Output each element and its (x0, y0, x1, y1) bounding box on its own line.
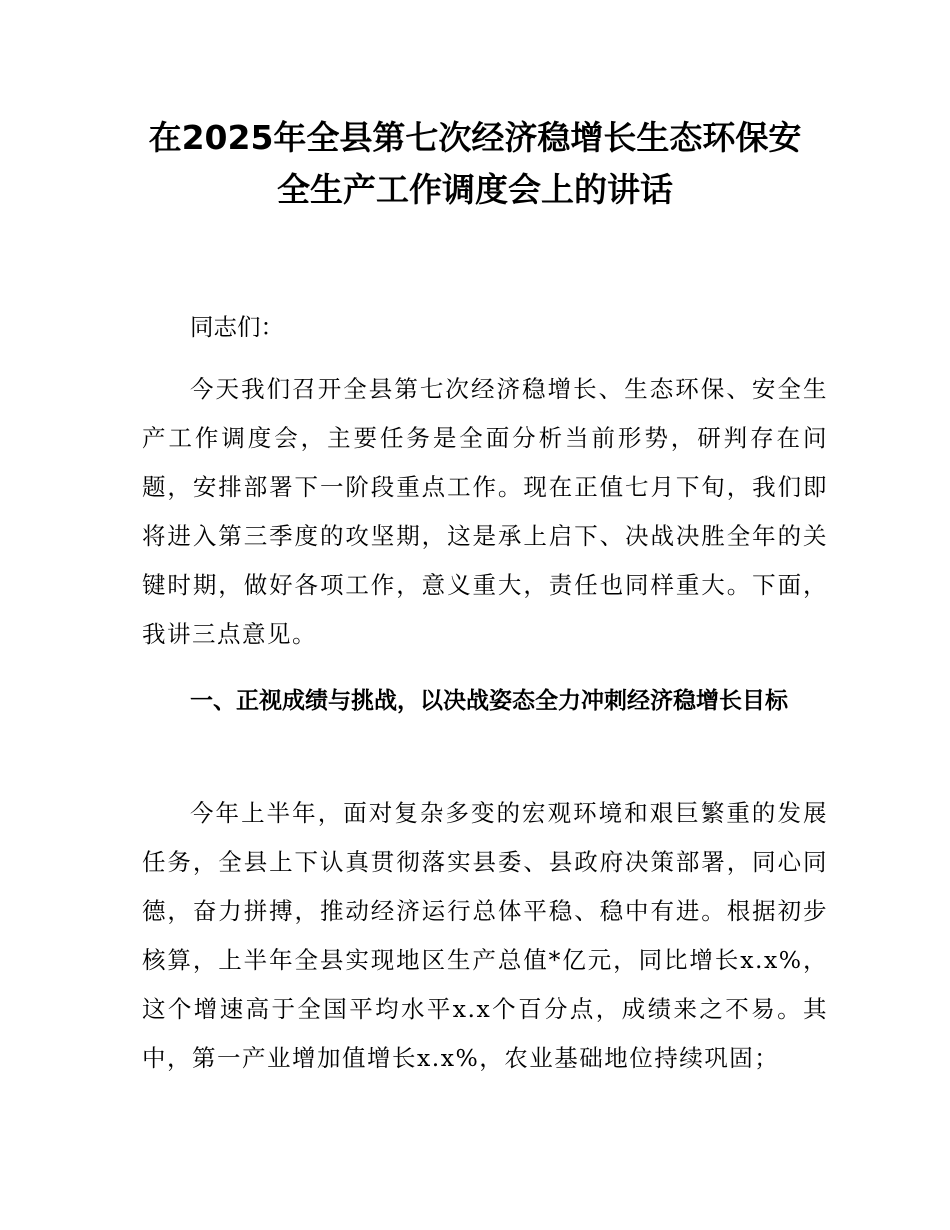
body-paragraph-2: 今年上半年，面对复杂多变的宏观环境和艰巨繁重的发展任务，全县上下认真贯彻落实县委、县政府决策部署，同心同德，奋力拼搏，推动经济运行总体平稳、稳中有进。根据初步核算，上半年全县实现地区生产总值*亿元，同比增长x.x%，这个增速高于全国平均水平x.x个百分点，成绩来之不易。其中，第一产业增加值增长x.x%，农业基础地位持续巩固； (142, 799, 828, 1072)
document-title (100, 112, 850, 216)
title-line-2: 全生产工作调度会上的讲话 (277, 170, 673, 209)
section-heading-1: 一、正视成绩与挑战，以决战姿态全力冲刺经济稳增长目标 (190, 688, 788, 714)
title-line-1: 在2025年全县第七次经济稳增长生态环保安 (148, 118, 802, 157)
body-paragraph-1: 今天我们召开全县第七次经济稳增长、生态环保、安全生产工作调度会，主要任务是全面分析当前形势，研判存在问题，安排部署下一阶段重点工作。现在正值七月下旬，我们即将进入第三季度的攻坚期，这是承上启下、决战决胜全年的关键时期，做好各项工作，意义重大，责任也同样重大。下面，我讲三点意见。 (142, 375, 828, 648)
greeting: 同志们： (190, 313, 284, 341)
